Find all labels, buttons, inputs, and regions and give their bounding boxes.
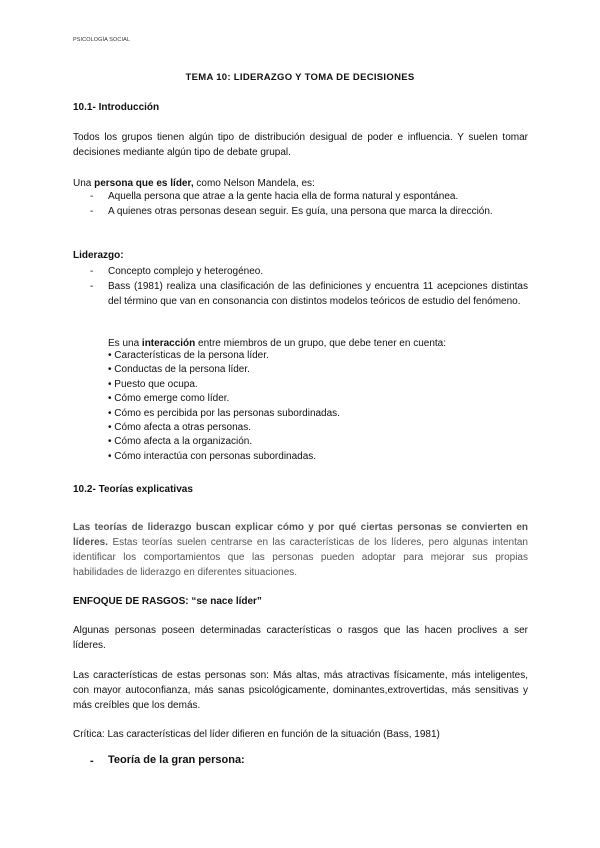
lider-item-2: A quienes otras personas desean seguir. Es guía, una persona que marca la dirección.	[108, 206, 493, 217]
enfoque-paragraph-2: Las características de estas personas son: Más altas, más atractivas físicamente, más inteligentes, con mayor autoconfianza, más sanas psicológicamente, dominantes,extrovertidas, más sensitivas y más creíbles que los demás.	[73, 670, 528, 711]
lider-suffix: como Nelson Mandela, es:	[193, 178, 315, 189]
list-item: • Puesto que ocupa.	[108, 378, 198, 390]
lider-prefix: Una	[73, 178, 95, 189]
interaccion-suffix: entre miembros de un grupo, que debe tener en cuenta:	[195, 338, 447, 349]
dash-bullet: -	[90, 191, 94, 202]
dash-bullet: -	[90, 266, 94, 277]
enfoque-paragraph-1: Algunas personas poseen determinadas características o rasgos que las hacen proclives a ser líderes.	[73, 625, 528, 651]
section-heading-introduccion: 10.1- Introducción	[73, 102, 160, 113]
interaccion-bold: interacción	[141, 338, 196, 349]
dash-bullet: -	[90, 755, 94, 767]
section-heading-teorias: 10.2- Teorías explicativas	[73, 484, 193, 495]
running-header: PSICOLOGÍA SOCIAL	[73, 37, 131, 43]
lider-bold-phrase: persona que es líder,	[94, 178, 194, 189]
liderazgo-item-2: Bass (1981) realiza una clasificación de las definiciones y encuentra 11 acepciones distintas del término que van en consonancia con distintos modelos teóricos de estudio del fenómeno.	[108, 281, 528, 307]
document-title: TEMA 10: LIDERAZGO Y TOMA DE DECISIONES	[185, 72, 415, 83]
teorias-intro-paragraph	[73, 520, 528, 580]
interaccion-bullet-list	[108, 349, 340, 464]
dash-bullet: -	[90, 281, 94, 292]
liderazgo-item-1: Concepto complejo y heterogéneo.	[108, 266, 264, 277]
teorias-intro-bold: Las teorías de liderazgo buscan explicar cómo y por qué ciertas personas se convierten en líderes.	[73, 522, 528, 548]
liderazgo-heading: Liderazgo:	[73, 250, 124, 261]
critica-line: Crítica: Las características del líder difieren en función de la situación (Bass, 1981)	[73, 729, 440, 740]
list-item: • Cómo afecta a la organización.	[108, 436, 253, 448]
list-item: • Cómo afecta a otras personas.	[108, 421, 252, 433]
list-item: • Cómo emerge como líder.	[108, 393, 230, 405]
list-item: • Cómo es percibida por las personas subordinadas.	[108, 407, 340, 419]
list-item: • Características de la persona líder.	[108, 350, 269, 361]
intro-paragraph: Todos los grupos tienen algún tipo de distribución desigual de poder e influencia. Y suelen tomar decisiones mediante algún tipo de debate grupal.	[73, 132, 528, 158]
teorias-intro-rest: Estas teorías suelen centrarse en las características de los líderes, pero algunas intentan identificar los comportamientos que las personas pueden adoptar para mejorar sus propias habilidades de liderazgo en diferentes situaciones.	[73, 537, 528, 578]
teoria-gran-persona-item: Teoría de la gran persona:	[108, 754, 245, 766]
interaccion-prefix: Es una	[108, 338, 142, 349]
list-item: • Cómo interactúa con personas subordinadas.	[108, 450, 317, 462]
enfoque-rasgos-heading: ENFOQUE DE RASGOS: “se nace líder”	[73, 596, 262, 607]
list-item: • Conductas de la persona líder.	[108, 364, 250, 376]
lider-item-1: Aquella persona que atrae a la gente hacia ella de forma natural y espontánea.	[108, 191, 459, 202]
dash-bullet: -	[90, 206, 94, 217]
